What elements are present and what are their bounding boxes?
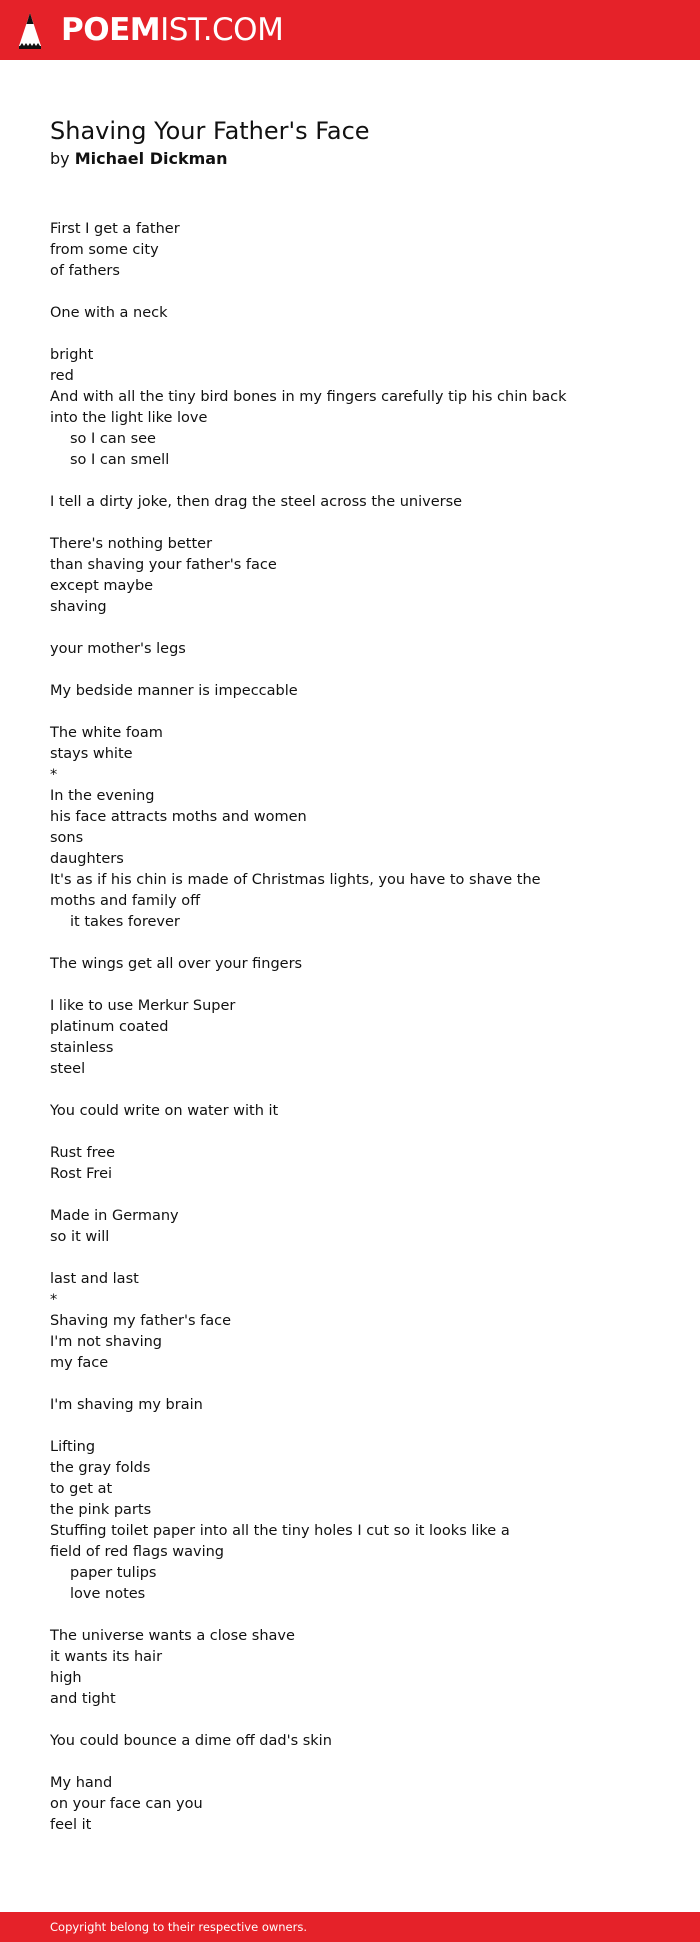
poem-line: My bedside manner is impeccable [50,683,298,699]
stanza-break [50,933,650,954]
poem-line: In the evening [50,788,155,804]
poem-line: * [50,767,58,783]
logo-light-text: IST.COM [160,12,284,48]
poem-line: except maybe [50,578,154,594]
byline [50,149,227,169]
poem-line: First I get a father [50,221,180,237]
poem-line: than shaving your father's face [50,557,277,573]
poem-line: sons [50,830,84,846]
poem-line: it wants its hair [50,1649,163,1665]
poem-line: I like to use Merkur Super [50,998,236,1014]
poem-line: Stuffing toilet paper into all the tiny holes I cut so it looks like a [50,1523,510,1539]
poem-line: steel [50,1061,86,1077]
poem-line: it takes forever [70,914,180,930]
poem-line: daughters [50,851,124,867]
poem-line: from some city [50,242,159,258]
author-name: Michael Dickman [74,149,228,168]
poem-line: I'm shaving my brain [50,1397,203,1413]
poem-line: so it will [50,1229,110,1245]
by-label: by [50,149,70,168]
poem-line: The universe wants a close shave [50,1628,295,1644]
poem-line: red [50,368,74,384]
poem-line: I'm not shaving [50,1334,162,1350]
poem-line: And with all the tiny bird bones in my fingers carefully tip his chin back [50,389,567,405]
poem-line: into the light like love [50,410,208,426]
poem-body [50,219,650,1836]
pencil-tip-icon[interactable] [18,12,42,50]
stanza-break [50,1080,650,1101]
stanza-break [50,1185,650,1206]
poem-line: the gray folds [50,1460,151,1476]
poem-line: feel it [50,1817,92,1833]
poem-line: my face [50,1355,109,1371]
poem-line: on your face can you [50,1796,203,1812]
poem-line: love notes [70,1586,146,1602]
poem-line: The wings get all over your fingers [50,956,303,972]
stanza-break [50,702,650,723]
poem-line: his face attracts moths and women [50,809,307,825]
stanza-break [50,1122,650,1143]
stanza-break [50,513,650,534]
poem-line: You could write on water with it [50,1103,279,1119]
poem-line: It's as if his chin is made of Christmas lights, you have to shave the [50,872,541,888]
poem-line: the pink parts [50,1502,152,1518]
poem-line: * [50,1292,58,1308]
stanza-break [50,1710,650,1731]
stanza-break [50,282,650,303]
poem-line: Made in Germany [50,1208,179,1224]
poem-title: Shaving Your Father's Face [50,117,370,145]
poem-line: One with a neck [50,305,168,321]
stanza-break [50,660,650,681]
poem-line: your mother's legs [50,641,186,657]
poem-line: so I can smell [70,452,170,468]
poem-line: Rost Frei [50,1166,113,1182]
site-header [0,0,700,60]
poem-line: paper tulips [70,1565,157,1581]
poem-line: Lifting [50,1439,96,1455]
poem-line: moths and family off [50,893,201,909]
site-footer [0,1912,700,1942]
poem-line: last and last [50,1271,139,1287]
poem-line: Rust free [50,1145,116,1161]
stanza-break [50,471,650,492]
poem-line: high [50,1670,82,1686]
stanza-break [50,1248,650,1269]
poem-line: You could bounce a dime off dad's skin [50,1733,332,1749]
stanza-break [50,1752,650,1773]
poem-line: The white foam [50,725,163,741]
poem-line: and tight [50,1691,116,1707]
stanza-break [50,1605,650,1626]
poem-line: stays white [50,746,133,762]
stanza-break [50,324,650,345]
poem-line: field of red flags waving [50,1544,224,1560]
poem-line: shaving [50,599,107,615]
poem-line: My hand [50,1775,113,1791]
poem-line: I tell a dirty joke, then drag the steel across the universe [50,494,463,510]
poem-line: Shaving my father's face [50,1313,231,1329]
poem-line: to get at [50,1481,113,1497]
copyright-text: Copyright belong to their respective owners. [50,1920,308,1934]
stanza-break [50,618,650,639]
stanza-break [50,975,650,996]
site-logo[interactable] [61,10,283,50]
poem-line: so I can see [70,431,156,447]
poem-line: stainless [50,1040,114,1056]
poem-line: of fathers [50,263,120,279]
stanza-break [50,1416,650,1437]
logo-bold-text: POEM [61,12,161,48]
poem-line: bright [50,347,94,363]
poem-line: There's nothing better [50,536,213,552]
stanza-break [50,1374,650,1395]
poem-line: platinum coated [50,1019,169,1035]
